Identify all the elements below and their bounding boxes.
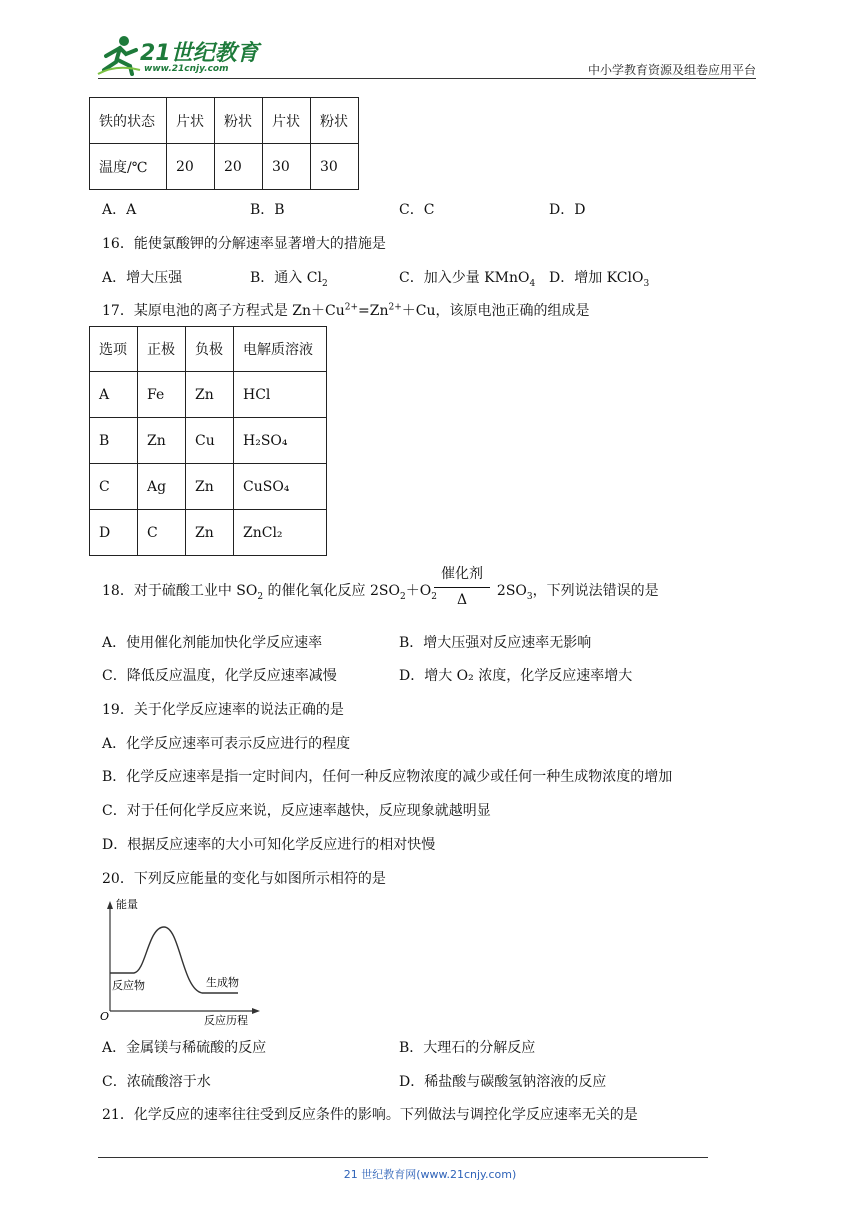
table-cell: HCl: [234, 372, 327, 418]
superscript: 2+: [388, 302, 402, 313]
reactant-label: 反应物: [112, 979, 145, 992]
table-cell: 粉状: [215, 98, 263, 144]
table-cell: C: [90, 464, 138, 510]
q19-option-c[interactable]: C．对于任何化学反应来说，反应速率越快，反应现象就越明显: [102, 803, 491, 819]
subscript: 3: [526, 591, 533, 602]
option-text: B．通入 Cl: [250, 270, 322, 286]
table-cell: Zn: [186, 464, 234, 510]
stem-part: ＋Cu，该原电池正确的组成是: [401, 303, 590, 319]
catalyst-label: 催化剂: [441, 566, 483, 582]
table-cell: C: [138, 510, 186, 556]
q16-option-c[interactable]: [399, 267, 535, 289]
q18-stem: [102, 580, 659, 602]
footer-text[interactable]: 21 世纪教育网(www.21cnjy.com): [343, 1168, 517, 1181]
table-cell: Zn: [186, 372, 234, 418]
table-cell: H₂SO₄: [234, 418, 327, 464]
q17-stem: [102, 300, 590, 320]
table-cell: 片状: [167, 98, 215, 144]
footer-divider: [98, 1157, 708, 1158]
q16-option-d[interactable]: [549, 267, 649, 289]
y-axis-label: 能量: [116, 898, 138, 911]
q20-option-a[interactable]: A．金属镁与稀硫酸的反应: [102, 1040, 267, 1056]
table-cell: 片状: [263, 98, 311, 144]
table-cell: 粉状: [311, 98, 359, 144]
table-cell: 铁的状态: [90, 98, 167, 144]
q19-option-a[interactable]: A．化学反应速率可表示反应进行的程度: [102, 736, 351, 752]
logo-text: 21世纪教育: [140, 41, 259, 66]
table-cell: Zn: [186, 510, 234, 556]
runner-logo-icon: [96, 34, 142, 76]
stem-part: =Zn: [358, 303, 389, 319]
q16-stem: 16．能使氯酸钾的分解速率显著增大的措施是: [102, 236, 386, 252]
heat-label: Δ: [456, 592, 468, 608]
origin-label: O: [100, 1010, 110, 1023]
subscript: 4: [529, 278, 536, 289]
subscript: 2: [431, 591, 437, 602]
stem-part: 2SO: [496, 583, 527, 599]
option-text: D．增加 KClO: [549, 270, 644, 286]
q19-option-b[interactable]: B．化学反应速率是指一定时间内，任何一种反应物浓度的减少或任何一种生成物浓度的增加: [102, 769, 673, 785]
stem-part: 17．某原电池的离子方程式是 Zn＋Cu: [102, 303, 345, 319]
table-cell: 温度/℃: [90, 144, 167, 190]
x-axis-label: 反应历程: [204, 1014, 248, 1027]
subscript: 3: [643, 278, 650, 289]
q21-stem: 21．化学反应的速率往往受到反应条件的影响。下列做法与调控化学反应速率无关的是: [102, 1107, 638, 1123]
subscript: 2: [321, 278, 328, 289]
subscript: 2: [399, 591, 406, 602]
table-cell: Fe: [138, 372, 186, 418]
table-cell: 正极: [138, 327, 186, 372]
table-cell: 30: [263, 144, 311, 190]
table-cell: ZnCl₂: [234, 510, 327, 556]
product-label: 生成物: [206, 976, 239, 989]
q15-option-c[interactable]: C．C: [399, 202, 435, 218]
q18-option-a[interactable]: A．使用催化剂能加快化学反应速率: [102, 635, 323, 651]
table-cell: 选项: [90, 327, 138, 372]
q20-option-b[interactable]: B．大理石的分解反应: [399, 1040, 536, 1056]
x-axis-arrow-icon: [252, 1008, 260, 1014]
table-cell: 电解质溶液: [234, 327, 327, 372]
q15-option-b[interactable]: B．B: [250, 202, 285, 218]
stem-part: 的催化氧化反应 2SO: [263, 583, 400, 599]
q18-option-b[interactable]: B．增大压强对反应速率无影响: [399, 635, 592, 651]
stem-part: 18．对于硫酸工业中 SO: [102, 583, 258, 599]
logo-url: www.21cnjy.com: [144, 64, 229, 74]
q18-option-c[interactable]: C．降低反应温度，化学反应速率减慢: [102, 668, 337, 684]
table-cell: 30: [311, 144, 359, 190]
header-divider: [98, 78, 756, 79]
q17-table: [89, 326, 327, 556]
logo: [96, 34, 266, 78]
q19-option-d[interactable]: D．根据反应速率的大小可知化学反应进行的相对快慢: [102, 837, 436, 853]
table-cell: A: [90, 372, 138, 418]
reaction-arrow-line: [434, 587, 490, 588]
energy-diagram: [98, 893, 268, 1029]
option-text: C．加入少量 KMnO: [399, 270, 530, 286]
q18-option-d[interactable]: D．增大 O₂ 浓度，化学反应速率增大: [399, 668, 633, 684]
superscript: 2+: [344, 302, 359, 313]
y-axis-arrow-icon: [107, 901, 113, 909]
q20-stem: 20．下列反应能量的变化与如图所示相符的是: [102, 871, 386, 887]
q16-option-b[interactable]: [250, 267, 328, 289]
q20-option-d[interactable]: D．稀盐酸与碳酸氢钠溶液的反应: [399, 1074, 607, 1090]
table-cell: D: [90, 510, 138, 556]
table-cell: Cu: [186, 418, 234, 464]
q15-option-a[interactable]: A．A: [102, 202, 137, 218]
table-cell: 20: [215, 144, 263, 190]
table-cell: B: [90, 418, 138, 464]
stem-part: ＋O: [405, 583, 432, 599]
stem-part: ，下列说法错误的是: [532, 583, 659, 599]
table-cell: Ag: [138, 464, 186, 510]
q19-stem: 19．关于化学反应速率的说法正确的是: [102, 702, 344, 718]
q15-option-d[interactable]: D．D: [549, 202, 586, 218]
table-cell: Zn: [138, 418, 186, 464]
q20-option-c[interactable]: C．浓硫酸溶于水: [102, 1074, 211, 1090]
platform-title: 中小学教育资源及组卷应用平台: [587, 63, 756, 77]
q15-table: [89, 97, 359, 190]
subscript: 2: [257, 591, 264, 602]
q16-option-a[interactable]: A．增大压强: [102, 270, 183, 286]
table-cell: 20: [167, 144, 215, 190]
table-cell: CuSO₄: [234, 464, 327, 510]
table-cell: 负极: [186, 327, 234, 372]
